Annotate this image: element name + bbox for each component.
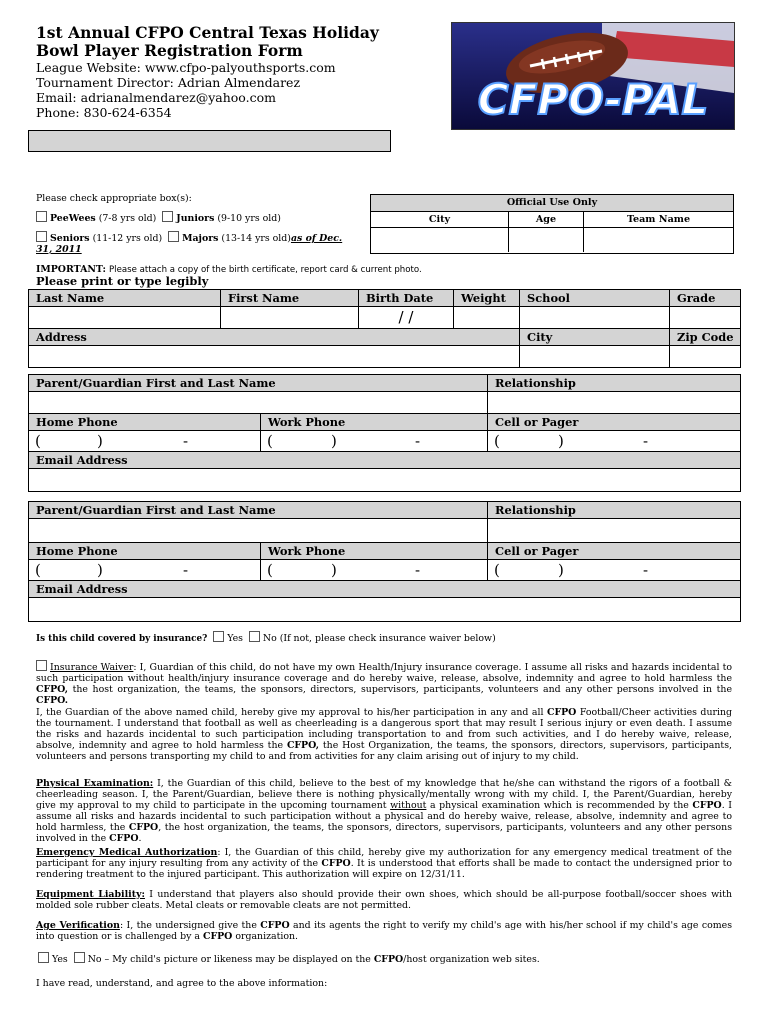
print-note: Please print or type legibly <box>36 274 209 288</box>
guardian-1-home-phone-field[interactable]: ( ) - <box>29 431 260 452</box>
guardian-1-work-phone-label: Work Phone <box>261 414 487 431</box>
director-phone: Phone: 830-624-6354 <box>36 105 172 120</box>
official-age-header: Age <box>509 212 584 227</box>
majors-label: Majors <box>182 233 219 244</box>
guardian-2-cell-field[interactable]: ( ) - <box>488 560 740 581</box>
official-use-title: Official Use Only <box>371 195 733 212</box>
seniors-label: Seniors <box>50 233 90 244</box>
media-no-checkbox[interactable] <box>74 952 85 963</box>
guardian-2-name-label: Parent/Guardian First and Last Name <box>29 502 487 519</box>
guardian-2-relationship-field[interactable] <box>488 519 740 543</box>
last-name-field[interactable] <box>29 307 220 329</box>
insurance-question: Is this child covered by insurance? <box>36 634 208 644</box>
guardian-1-relationship-field[interactable] <box>488 392 740 414</box>
media-yes-checkbox[interactable] <box>38 952 49 963</box>
age-verification-paragraph: Age Verification: I, the undersigned give the CFPO and its agents the right to verify my child's age with his/her school if my child's age comes into question or is challenged by a CFPO organization. <box>36 920 733 942</box>
insurance-question-row <box>36 631 496 645</box>
guardian-1-name-label: Parent/Guardian First and Last Name <box>29 375 487 392</box>
seniors-age: (11-12 yrs old) <box>92 233 163 244</box>
insurance-waiver-label: Insurance Waiver <box>50 662 134 673</box>
insurance-no-label: No (If not, please check insurance waiver below) <box>262 633 496 644</box>
insurance-waiver-checkbox[interactable] <box>36 660 47 671</box>
official-age-field[interactable] <box>509 228 584 252</box>
guardian-1-cell-label: Cell or Pager <box>488 414 740 431</box>
school-field[interactable] <box>520 307 669 329</box>
address-field[interactable] <box>29 346 519 367</box>
city-field[interactable] <box>520 346 669 367</box>
first-name-field[interactable] <box>221 307 358 329</box>
first-name-label: First Name <box>221 290 358 307</box>
school-label: School <box>520 290 669 307</box>
insurance-no-checkbox[interactable] <box>249 631 260 642</box>
zip-label: Zip Code <box>670 329 740 346</box>
last-name-label: Last Name <box>29 290 220 307</box>
official-city-field[interactable] <box>371 228 509 252</box>
peewees-label: PeeWees <box>50 213 96 224</box>
official-use-table <box>370 194 734 254</box>
emergency-medical-paragraph: Emergency Medical Authorization: I, the Guardian of this child, hereby give my authorization for any emergency medical treatment of the participant for any injury resulting from any activity of the CFPO. It is understood that efforts shall be made to contact the undersigned prior to rendering treatment to the injured participant. This authorization will expire on 12/31/11. <box>36 847 732 880</box>
address-label: Address <box>29 329 519 346</box>
official-city-header: City <box>371 212 509 227</box>
grade-label: Grade <box>670 290 740 307</box>
majors-checkbox[interactable] <box>168 231 179 242</box>
seniors-checkbox[interactable] <box>36 231 47 242</box>
logo-text: CFPO-PAL <box>477 75 709 124</box>
guardian-1-cell-field[interactable]: ( ) - <box>488 431 740 452</box>
insurance-waiver-paragraph: Insurance Waiver: I, Guardian of this child, do not have my own Health/Injury insurance coverage. I assume all risks and hazards incidental to such participation without health/injury insurance coverage and do hereby waive, release, absolve, indemnity and agree to hold harmless the CFPO, the host organization, the teams, the sponsors, directors, supervisors, participants, volunteers and any other persons involved in the CFPO. <box>36 662 733 706</box>
football-logo-icon <box>452 23 734 129</box>
media-yes-label: Yes <box>52 954 68 965</box>
juniors-label: Juniors <box>176 213 215 224</box>
guardian-2-home-phone-label: Home Phone <box>29 543 260 560</box>
approval-paragraph: I, the Guardian of the above named child, hereby give my approval to his/her participation in any and all CFPO Football/Cheer activities during the tournament. I understand that football as well as cheerleading is a dangerous sport that may result I serious injury or even death. I assume the risks and hazards incidental to such participation including transportation to and from such activities, and I do hereby waive, release, absolve, indemnity and agree to hold harmless the CFPO, the Host Organization, the teams, the sponsors, directors, supervisors, participants, volunteers and persons transporting my child to and from activities for any claim arising out of injury to my child. <box>36 707 732 762</box>
player-info-table <box>28 289 741 368</box>
as-of-date: as of Dec. 31, 2011 <box>36 233 343 255</box>
majors-age: (13-14 yrs old) <box>221 233 291 244</box>
official-team-header: Team Name <box>626 214 691 225</box>
guardian-2-name-field[interactable] <box>29 519 487 543</box>
director-email: Email: adrianalmendarez@yahoo.com <box>36 90 276 105</box>
guardian-1-email-label: Email Address <box>29 452 740 469</box>
guardian-1-table <box>28 374 741 492</box>
zip-field[interactable] <box>670 346 740 367</box>
guardian-1-name-field[interactable] <box>29 392 487 414</box>
guardian-2-relationship-label: Relationship <box>488 502 740 519</box>
physical-exam-label: Physical Examination: <box>36 778 154 789</box>
guardian-2-home-phone-field[interactable]: ( ) - <box>29 560 260 581</box>
guardian-1-relationship-label: Relationship <box>488 375 740 392</box>
guardian-1-work-phone-field[interactable]: ( ) - <box>261 431 487 452</box>
cfpo-pal-logo <box>451 22 735 130</box>
guardian-1-home-phone-label: Home Phone <box>29 414 260 431</box>
grade-field[interactable] <box>670 307 740 329</box>
guardian-2-work-phone-field[interactable]: ( ) - <box>261 560 487 581</box>
age-verification-label: Age Verification <box>36 920 120 931</box>
insurance-yes-label: Yes <box>227 633 243 644</box>
juniors-checkbox[interactable] <box>162 211 173 222</box>
equipment-liability-label: Equipment Liability: <box>36 889 145 900</box>
peewees-age: (7-8 yrs old) <box>98 213 157 224</box>
equipment-liability-paragraph: Equipment Liability: I understand that players also should provide their own shoes, which should be all-purpose football/soccer shoes with molded sole rubber cleats. Metal cleats or removable cleats are not permitted. <box>36 889 732 911</box>
juniors-age: (9-10 yrs old) <box>217 213 281 224</box>
guardian-2-table <box>28 501 741 622</box>
tournament-director: Tournament Director: Adrian Almendarez <box>36 75 301 90</box>
agreement-statement: I have read, understand, and agree to the above information: <box>36 978 328 989</box>
birth-date-field[interactable]: / / <box>359 307 453 329</box>
league-website: League Website: www.cfpo-palyouthsports.com <box>36 60 336 75</box>
division-row-2 <box>36 231 346 255</box>
weight-field[interactable] <box>454 307 519 329</box>
division-prompt: Please check appropriate box(s): <box>36 193 192 204</box>
official-team-field[interactable] <box>584 228 733 252</box>
header-gray-bar <box>28 130 391 152</box>
media-consent-row: Yes No – My child's picture or likeness may be displayed on the CFPO/host organization web sites. <box>38 952 540 965</box>
physical-exam-paragraph: Physical Examination: I, the Guardian of this child, believe to the best of my knowledge that he/she can withstand the rigors of a football & cheerleading season. I, the Parent/Guardian, believe there is nothing physically/mentally wrong with my child. I, the Parent/Guardian, hereby give my approval to my child to participate in the upcoming tournament without a physical examination which is recommended by the CFPO. I assume all risks and hazards incidental to such participation without a physical and do hereby waive, release, absolve, indemnity and agree to hold harmless, the CFPO, the host organization, the teams, the sponsors, directors, supervisors, participants, volunteers and any other persons involved in the CFPO. <box>36 778 733 844</box>
weight-label: Weight <box>454 290 519 307</box>
insurance-yes-checkbox[interactable] <box>213 631 224 642</box>
birth-date-label: Birth Date <box>359 290 453 307</box>
guardian-2-cell-label: Cell or Pager <box>488 543 740 560</box>
important-text: Please attach a copy of the birth certificate, report card & current photo. <box>109 265 422 275</box>
important-label: IMPORTANT: <box>36 264 107 275</box>
guardian-2-email-label: Email Address <box>29 581 740 598</box>
form-title: 1st Annual CFPO Central Texas Holiday Bowl Player Registration Form <box>36 23 379 60</box>
city-label: City <box>520 329 669 346</box>
media-no-label: No – My child's picture or likeness may be displayed on the <box>87 954 374 965</box>
peewees-checkbox[interactable] <box>36 211 47 222</box>
emergency-medical-label: Emergency Medical Authorization <box>36 847 218 858</box>
guardian-1-email-field[interactable] <box>29 469 740 491</box>
division-row-1 <box>36 211 281 224</box>
guardian-2-email-field[interactable] <box>29 598 740 621</box>
guardian-2-work-phone-label: Work Phone <box>261 543 487 560</box>
